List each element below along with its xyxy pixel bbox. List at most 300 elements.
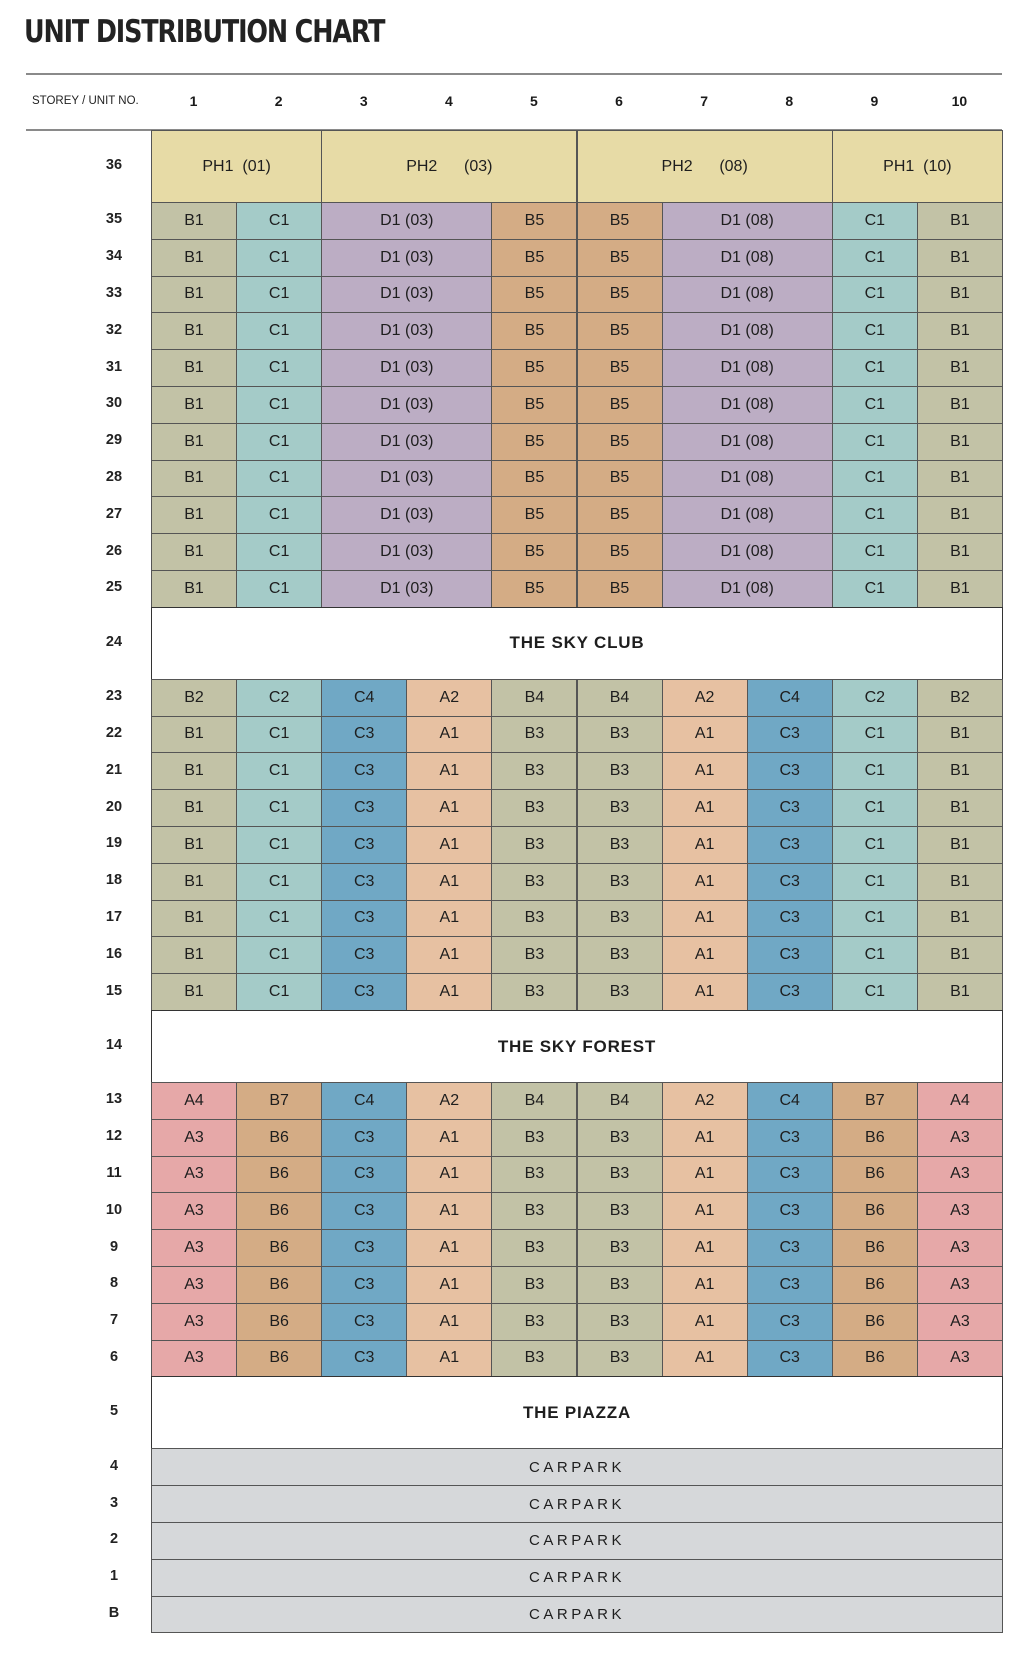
unit-cell: A2 (662, 679, 748, 717)
unit-cell: B3 (491, 1156, 577, 1194)
storey-label: 32 (105, 321, 123, 338)
unit-cell: B1 (151, 716, 237, 754)
storey-label: 17 (105, 909, 123, 925)
unit-cell: A2 (662, 1082, 748, 1120)
unit-cell: A1 (406, 789, 492, 827)
unit-cell: C1 (832, 239, 918, 277)
unit-cell: B1 (917, 349, 1003, 387)
unit-cell: C1 (832, 349, 918, 387)
storey-label: 2 (109, 1531, 119, 1548)
unit-cell: B6 (236, 1156, 322, 1194)
storey-label: 11 (106, 1165, 122, 1181)
unit-cell: B4 (577, 679, 663, 717)
unit-cell: C1 (236, 752, 322, 790)
storey-label: 20 (105, 798, 123, 815)
unit-cell: B7 (832, 1082, 918, 1120)
amenity-floor: THE SKY FOREST (151, 1010, 1003, 1083)
unit-cell: B6 (236, 1229, 322, 1267)
unit-cell: A1 (662, 789, 748, 827)
unit-cell: B3 (577, 936, 663, 974)
unit-cell: B6 (832, 1303, 918, 1341)
unit-cell: C1 (832, 752, 918, 790)
unit-cell: C1 (236, 276, 322, 314)
unit-cell: C1 (832, 863, 918, 901)
unit-cell: B1 (917, 789, 1003, 827)
unit-cell: C3 (321, 973, 407, 1011)
unit-cell: A1 (662, 716, 748, 754)
unit-cell: B1 (151, 570, 237, 608)
unit-cell: D1 (08) (662, 423, 833, 461)
unit-cell: C3 (747, 1119, 833, 1157)
storey-label: 8 (109, 1275, 119, 1292)
unit-cell: B5 (577, 312, 663, 350)
unit-cell: A1 (406, 1340, 492, 1378)
unit-cell: C1 (832, 716, 918, 754)
column-number: 5 (530, 93, 538, 109)
unit-cell: B6 (832, 1229, 918, 1267)
unit-cell: B5 (491, 276, 577, 314)
unit-cell: B1 (151, 900, 237, 938)
unit-cell: C4 (321, 679, 407, 717)
unit-cell: B3 (577, 1266, 663, 1304)
unit-cell: B1 (151, 863, 237, 901)
unit-cell: C1 (832, 789, 918, 827)
unit-cell: B1 (917, 900, 1003, 938)
unit-cell: C1 (832, 570, 918, 608)
column-number: 2 (274, 93, 283, 109)
column-number: 3 (359, 93, 368, 109)
unit-cell: D1 (08) (662, 533, 833, 571)
unit-cell: B3 (577, 973, 663, 1011)
unit-cell: B5 (491, 239, 577, 277)
amenity-floor: THE PIAZZA (151, 1376, 1003, 1449)
unit-cell: B1 (917, 533, 1003, 571)
unit-cell: A1 (406, 1229, 492, 1267)
unit-cell: B6 (236, 1340, 322, 1378)
unit-cell: B5 (491, 496, 577, 534)
unit-cell: B3 (577, 1156, 663, 1194)
unit-cell: C3 (747, 973, 833, 1011)
unit-cell: A3 (151, 1229, 237, 1267)
unit-cell: B5 (577, 349, 663, 387)
storey-label: 1 (109, 1568, 119, 1585)
unit-cell: A3 (917, 1303, 1003, 1341)
unit-cell: A1 (662, 826, 748, 864)
unit-cell: B4 (577, 1082, 663, 1120)
carpark-floor: CARPARK (151, 1485, 1003, 1523)
unit-cell: C3 (321, 1119, 407, 1157)
unit-cell: B5 (577, 386, 663, 424)
unit-cell: C1 (236, 312, 322, 350)
unit-cell: A1 (406, 900, 492, 938)
unit-cell: B6 (236, 1119, 322, 1157)
unit-cell: A1 (406, 936, 492, 974)
unit-cell: B3 (491, 1192, 577, 1230)
penthouse-unit-cell: PH2 (08) (577, 130, 833, 203)
unit-cell: C3 (321, 716, 407, 754)
unit-cell: C1 (832, 826, 918, 864)
unit-cell: A3 (151, 1266, 237, 1304)
unit-cell: C3 (747, 752, 833, 790)
unit-cell: B3 (491, 1119, 577, 1157)
unit-cell: B3 (491, 1229, 577, 1267)
unit-cell: B6 (236, 1266, 322, 1304)
unit-cell: D1 (03) (321, 386, 492, 424)
storey-label: 7 (109, 1312, 119, 1329)
unit-cell: D1 (03) (321, 570, 492, 608)
unit-cell: D1 (03) (321, 496, 492, 534)
unit-cell: C1 (832, 312, 918, 350)
storey-label: 24 (105, 633, 123, 650)
unit-cell: C1 (236, 349, 322, 387)
unit-cell: A1 (662, 863, 748, 901)
unit-cell: D1 (08) (662, 460, 833, 498)
unit-cell: A3 (151, 1303, 237, 1341)
unit-cell: B5 (491, 570, 577, 608)
unit-cell: C3 (747, 716, 833, 754)
unit-cell: C3 (747, 936, 833, 974)
unit-cell: D1 (03) (321, 460, 492, 498)
unit-cell: C1 (832, 973, 918, 1011)
unit-cell: B5 (577, 533, 663, 571)
storey-label: 6 (109, 1349, 119, 1365)
unit-cell: B1 (917, 423, 1003, 461)
unit-cell: B1 (917, 239, 1003, 277)
unit-cell: A1 (406, 1156, 492, 1194)
storey-label: 31 (105, 358, 123, 375)
storey-label: B (108, 1605, 120, 1621)
penthouse-unit-cell: PH1 (01) (151, 130, 322, 203)
unit-cell: B5 (577, 460, 663, 498)
column-number: 6 (615, 93, 623, 109)
unit-cell: A4 (917, 1082, 1003, 1120)
unit-cell: B1 (151, 239, 237, 277)
unit-cell: A1 (406, 1266, 492, 1304)
unit-cell: A3 (917, 1229, 1003, 1267)
unit-cell: C1 (236, 202, 322, 240)
unit-cell: C3 (321, 1156, 407, 1194)
unit-cell: B2 (917, 679, 1003, 717)
unit-cell: C1 (236, 716, 322, 754)
unit-cell: B6 (832, 1119, 918, 1157)
unit-cell: B3 (577, 1192, 663, 1230)
unit-cell: B5 (491, 349, 577, 387)
carpark-floor: CARPARK (151, 1559, 1003, 1597)
unit-cell: C1 (832, 386, 918, 424)
unit-cell: C3 (747, 1340, 833, 1378)
unit-cell: A3 (151, 1192, 237, 1230)
storey-label: 36 (105, 157, 123, 173)
unit-cell: D1 (08) (662, 239, 833, 277)
unit-cell: B3 (577, 789, 663, 827)
unit-cell: A3 (151, 1119, 237, 1157)
unit-cell: B5 (577, 276, 663, 314)
unit-cell: C4 (747, 679, 833, 717)
unit-cell: C2 (236, 679, 322, 717)
unit-cell: C3 (321, 936, 407, 974)
unit-cell: B3 (491, 936, 577, 974)
unit-cell: C3 (321, 1192, 407, 1230)
storey-label: 13 (105, 1091, 123, 1108)
unit-cell: B1 (917, 752, 1003, 790)
unit-cell: B6 (832, 1266, 918, 1304)
storey-label: 29 (105, 432, 123, 449)
unit-cell: B1 (151, 386, 237, 424)
unit-cell: A1 (662, 1340, 748, 1378)
unit-cell: B3 (577, 1119, 663, 1157)
unit-cell: C3 (747, 1303, 833, 1341)
storey-label: 26 (105, 542, 123, 559)
storey-label: 5 (109, 1403, 119, 1420)
unit-cell: C1 (832, 496, 918, 534)
unit-cell: C1 (236, 496, 322, 534)
unit-cell: C3 (747, 863, 833, 901)
unit-cell: B3 (577, 826, 663, 864)
unit-cell: C2 (832, 679, 918, 717)
unit-cell: D1 (03) (321, 349, 492, 387)
unit-cell: B5 (491, 386, 577, 424)
unit-cell: B6 (832, 1156, 918, 1194)
unit-cell: B3 (577, 1229, 663, 1267)
unit-cell: A3 (917, 1340, 1003, 1378)
unit-cell: B1 (917, 312, 1003, 350)
unit-cell: B6 (832, 1340, 918, 1378)
storey-label: 12 (105, 1128, 123, 1145)
unit-cell: C1 (236, 863, 322, 901)
unit-cell: C3 (747, 900, 833, 938)
carpark-floor: CARPARK (151, 1522, 1003, 1560)
unit-cell: A1 (662, 1303, 748, 1341)
unit-cell: C1 (236, 239, 322, 277)
unit-cell: B5 (491, 312, 577, 350)
unit-cell: B1 (917, 496, 1003, 534)
unit-cell: D1 (03) (321, 239, 492, 277)
unit-cell: A1 (406, 1119, 492, 1157)
unit-cell: B1 (151, 423, 237, 461)
unit-cell: A3 (151, 1156, 237, 1194)
unit-cell: A1 (406, 1303, 492, 1341)
unit-cell: A1 (406, 973, 492, 1011)
unit-cell: D1 (08) (662, 386, 833, 424)
unit-cell: C3 (747, 1266, 833, 1304)
unit-cell: D1 (08) (662, 276, 833, 314)
unit-cell: D1 (08) (662, 349, 833, 387)
unit-cell: B3 (491, 1266, 577, 1304)
unit-cell: B1 (917, 570, 1003, 608)
unit-cell: B1 (151, 312, 237, 350)
unit-cell: C3 (747, 826, 833, 864)
unit-cell: B1 (917, 202, 1003, 240)
unit-cell: A3 (151, 1340, 237, 1378)
storey-label: 14 (105, 1037, 123, 1053)
unit-cell: C4 (321, 1082, 407, 1120)
unit-cell: A1 (406, 1192, 492, 1230)
carpark-floor: CARPARK (151, 1596, 1003, 1634)
unit-cell: C3 (321, 1303, 407, 1341)
storey-label: 16 (105, 945, 123, 962)
unit-cell: B3 (491, 1303, 577, 1341)
unit-cell: A1 (662, 973, 748, 1011)
unit-cell: B1 (917, 826, 1003, 864)
storey-label: 3 (109, 1494, 119, 1511)
unit-cell: A1 (406, 752, 492, 790)
unit-cell: C1 (832, 460, 918, 498)
unit-cell: C3 (321, 900, 407, 938)
storey-label: 28 (105, 469, 123, 485)
storey-label: 30 (105, 395, 123, 412)
amenity-floor: THE SKY CLUB (151, 607, 1003, 680)
carpark-floor: CARPARK (151, 1448, 1003, 1486)
column-number: 4 (444, 93, 453, 109)
page-title: UNIT DISTRIBUTION CHART (24, 14, 385, 50)
unit-cell: D1 (08) (662, 202, 833, 240)
unit-cell: C1 (832, 936, 918, 974)
unit-cell: C1 (236, 936, 322, 974)
unit-cell: D1 (08) (662, 570, 833, 608)
unit-cell: B2 (151, 679, 237, 717)
column-number: 8 (785, 93, 794, 109)
unit-cell: D1 (03) (321, 423, 492, 461)
unit-cell: B3 (491, 716, 577, 754)
column-number: 7 (700, 93, 709, 109)
storey-label: 27 (105, 505, 123, 522)
storey-label: 25 (105, 579, 123, 596)
unit-cell: C3 (321, 1340, 407, 1378)
unit-cell: B1 (917, 276, 1003, 314)
unit-cell: B3 (577, 752, 663, 790)
unit-cell: D1 (08) (662, 312, 833, 350)
unit-cell: B3 (491, 752, 577, 790)
storey-label: 21 (105, 761, 123, 778)
unit-cell: B1 (151, 533, 237, 571)
unit-cell: A2 (406, 679, 492, 717)
unit-cell: A1 (662, 900, 748, 938)
unit-cell: C1 (236, 900, 322, 938)
unit-cell: A1 (406, 826, 492, 864)
storey-label: 15 (105, 982, 123, 999)
unit-cell: A1 (662, 1192, 748, 1230)
unit-cell: C1 (832, 276, 918, 314)
unit-cell: B6 (236, 1303, 322, 1341)
unit-cell: B1 (917, 386, 1003, 424)
unit-cell: B5 (491, 533, 577, 571)
unit-cell: C3 (747, 1229, 833, 1267)
header-label: STOREY / UNIT NO. (32, 95, 139, 107)
unit-cell: B1 (151, 973, 237, 1011)
unit-cell: C1 (236, 570, 322, 608)
unit-cell: A3 (917, 1156, 1003, 1194)
storey-label: 4 (109, 1457, 119, 1474)
unit-grid (151, 130, 1002, 1651)
unit-cell: B4 (491, 679, 577, 717)
unit-cell: C1 (236, 533, 322, 571)
unit-cell: B6 (236, 1192, 322, 1230)
unit-cell: B3 (491, 1340, 577, 1378)
unit-cell: C1 (236, 826, 322, 864)
storey-label: 9 (109, 1238, 119, 1255)
storey-label: 19 (105, 835, 123, 852)
unit-cell: B3 (491, 900, 577, 938)
unit-cell: A1 (662, 1266, 748, 1304)
penthouse-unit-cell: PH2 (03) (321, 130, 577, 203)
unit-cell: C4 (747, 1082, 833, 1120)
unit-cell: B5 (577, 202, 663, 240)
unit-cell: C1 (236, 423, 322, 461)
unit-cell: D1 (03) (321, 276, 492, 314)
unit-cell: B3 (491, 863, 577, 901)
unit-cell: B1 (917, 973, 1003, 1011)
unit-cell: C1 (832, 900, 918, 938)
unit-cell: B1 (151, 789, 237, 827)
unit-cell: B3 (491, 789, 577, 827)
storey-label: 34 (105, 248, 123, 265)
unit-cell: B1 (917, 863, 1003, 901)
unit-cell: C1 (236, 386, 322, 424)
unit-cell: A1 (662, 936, 748, 974)
unit-cell: A3 (917, 1119, 1003, 1157)
storey-label: 10 (105, 1201, 123, 1218)
unit-cell: B3 (577, 1303, 663, 1341)
unit-cell: A1 (662, 752, 748, 790)
unit-cell: B1 (151, 752, 237, 790)
unit-cell: B5 (577, 423, 663, 461)
header-top-rule (26, 73, 1002, 75)
unit-cell: C3 (321, 789, 407, 827)
unit-cell: B1 (151, 936, 237, 974)
unit-cell: C1 (832, 423, 918, 461)
unit-cell: B1 (917, 936, 1003, 974)
unit-cell: D1 (03) (321, 312, 492, 350)
column-number: 10 (951, 93, 968, 109)
unit-cell: A1 (406, 863, 492, 901)
unit-cell: A2 (406, 1082, 492, 1120)
unit-cell: D1 (03) (321, 202, 492, 240)
penthouse-unit-cell: PH1 (10) (832, 130, 1003, 203)
unit-cell: C1 (236, 460, 322, 498)
unit-cell: A1 (662, 1156, 748, 1194)
column-number: 9 (870, 93, 879, 109)
unit-cell: C1 (236, 789, 322, 827)
storey-label: 23 (105, 688, 123, 705)
storey-label: 18 (105, 872, 123, 889)
unit-cell: C1 (236, 973, 322, 1011)
unit-cell: B4 (491, 1082, 577, 1120)
unit-cell: B3 (491, 826, 577, 864)
unit-cell: B1 (151, 826, 237, 864)
unit-cell: A4 (151, 1082, 237, 1120)
unit-cell: B3 (577, 863, 663, 901)
unit-cell: B7 (236, 1082, 322, 1120)
unit-cell: B5 (577, 570, 663, 608)
unit-cell: B3 (491, 973, 577, 1011)
unit-cell: B5 (577, 239, 663, 277)
unit-cell: C1 (832, 533, 918, 571)
unit-cell: D1 (08) (662, 496, 833, 534)
unit-cell: B1 (151, 202, 237, 240)
unit-cell: C3 (321, 863, 407, 901)
unit-cell: B1 (151, 276, 237, 314)
unit-cell: A3 (917, 1192, 1003, 1230)
unit-cell: B3 (577, 716, 663, 754)
unit-cell: C3 (747, 789, 833, 827)
unit-cell: D1 (03) (321, 533, 492, 571)
unit-cell: B1 (151, 349, 237, 387)
unit-cell: B3 (577, 1340, 663, 1378)
unit-cell: B1 (151, 496, 237, 534)
unit-cell: C3 (321, 1266, 407, 1304)
unit-cell: A3 (917, 1266, 1003, 1304)
unit-cell: C3 (321, 1229, 407, 1267)
